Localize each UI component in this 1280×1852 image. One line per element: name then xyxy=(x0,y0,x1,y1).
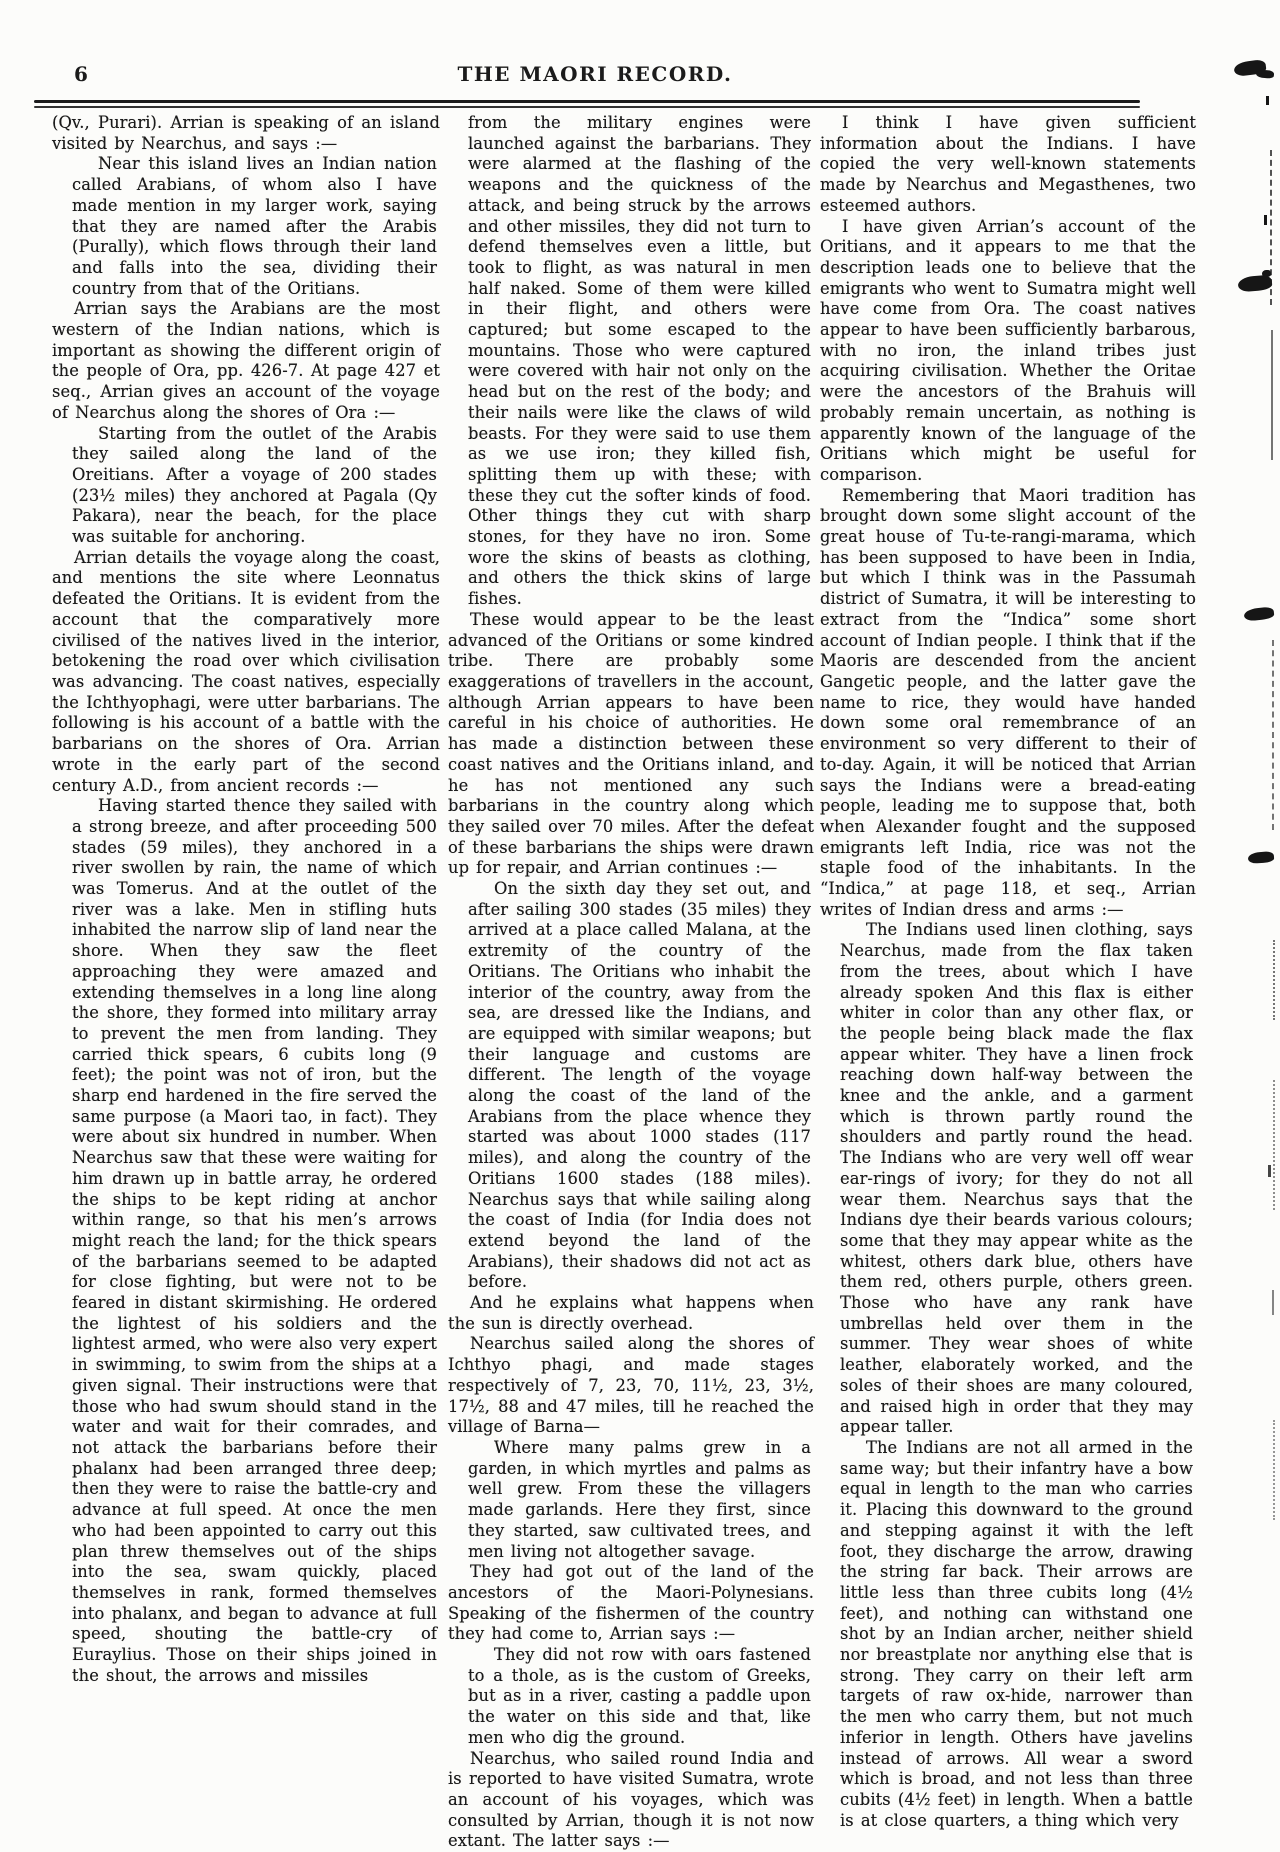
paragraph: They had got out of the land of the ancestors of the Maori-Polynesians. Speaking of the fishermen of the country they had come to, Arrian says :— xyxy=(448,1562,814,1644)
ink-tick xyxy=(1266,96,1269,105)
paragraph: These would appear to be the least advanced of the Oritians or some kindred tribe. There are probably some exaggerations of travellers in the account, although Arrian appears to have been careful in his choice of authorities. He has made a distinction between these coast natives and the Oritians inland, and he has not mentioned any such barbarians in the country along which they sailed over 70 miles. After the defeat of these barbarians the ships were drawn up for repair, and Arrian continues :— xyxy=(448,609,814,878)
binding-line xyxy=(1271,330,1275,460)
paragraph: Arrian says the Arabians are the most western of the Indian nations, which is important as showing the different origin of the people of Ora, pp. 426-7. At page 427 et seq., Arrian gives an account of the voyage of Nearchus along the shores of Ora :— xyxy=(52,299,440,422)
ink-smudge xyxy=(1237,275,1272,293)
page-title: THE MAORI RECORD. xyxy=(457,62,733,86)
paragraph: They did not row with oars fastened to a thole, as is the custom of Greeks, but as in a river, casting a paddle upon the water on this side and that, like men who dig the ground. xyxy=(468,1645,811,1747)
binding-line xyxy=(1273,940,1277,1020)
paragraph: The Indians are not all armed in the same way; but their infantry have a bow equal in length to the man who carries it. Placing this downward to the ground and stepping against it with the left foot, they discharge the arrow, drawing the string far back. Their arrows are little less than three cubits long (4½ feet), and nothing can withstand one shot by an Indian archer, neither shield nor breastplate nor anything else that is strong. They carry on their left arm targets of raw ox-hide, narrower than the men who carry them, but not much inferior in length. Others have javelins instead of arrows. All wear a sword which is broad, and not less than three cubits (4½ feet) in length. When a battle is at close quarters, a thing which very xyxy=(840,1438,1193,1830)
column-3 xyxy=(820,113,1196,1831)
paragraph: Nearchus, who sailed round India and is reported to have visited Sumatra, wrote an account of his voyages, which was consulted by Arrian, though it is not now extant. The latter says :— xyxy=(448,1748,814,1851)
paragraph: Having started thence they sailed with a strong breeze, and after proceeding 500 stades (59 miles), they anchored in a river swollen by rain, the name of which was Tomerus. And at the outlet of the river was a lake. Men in stifling huts inhabited the narrow slip of land near the shore. When they saw the fleet approaching they were amazed and extending themselves in a long line along the shore, they formed into military array to prevent the men from landing. They carried thick spears, 6 cubits long (9 feet); the point was not of iron, but the sharp end hardened in the fire served the same purpose (a Maori tao, in fact). They were about six hundred in number. When Nearchus saw that these were waiting for him drawn up in battle array, he ordered the ships to be kept riding at anchor within range, so that his men’s arrows might reach the land; for the thick spears of the barbarians seemed to be adapted for close fighting, but were not to be feared in distant skirmishing. He ordered the lightest of his soldiers and the lightest armed, who were also very expert in swimming, to swim from the ships at a given signal. Their instructions were that those who had swum should stand in the water and wait for their comrades, and not attack the barbarians before their phalanx had been arranged three deep; then they were to raise the battle-cry and advance at full speed. At once the men who had been appointed to carry out this plan threw themselves out of the ships into the sea, swam quickly, placed themselves in rank, formed themselves into phalanx, and began to advance at full speed, shouting the battle-cry of Euraylius. Those on their ships joined in the shout, the arrows and missiles xyxy=(72,796,437,1685)
paragraph: Arrian details the voyage along the coast, and mentions the site where Leonnatus defeated the Oritians. It is evident from the account that the comparatively more civilised of the natives lived in the interior, betokening the road over which civilisation was advancing. The coast natives, especially the Ichthyophagi, were utter barbarians. The following is his account of a battle with the barbarians on the shores of Ora. Arrian wrote in the early part of the second century A.D., from ancient records :— xyxy=(52,547,440,795)
page-header xyxy=(0,58,1280,92)
binding-line xyxy=(1273,1420,1277,1520)
paragraph: Nearchus sailed along the shores of Ichthyo phagi, and made stages respectively of 7, 23, 70, 11½, 23, 3½, 17½, 88 and 47 miles, till he reached the village of Barna— xyxy=(448,1334,814,1437)
paragraph: I have given Arrian’s account of the Oritians, and it appears to me that the description leads one to believe that the emigrants who went to Sumatra might well have come from Ora. The coast natives appear to have been sufficiently barbarous, with no iron, the inland tribes just acquiring civilisation. Whether the Oritae were the ancestors of the Brahuis will probably remain uncertain, as nothing is apparently known of the language of the Oritians which might be useful for comparison. xyxy=(820,216,1196,484)
column-2 xyxy=(448,113,814,1852)
ink-tick xyxy=(1268,1165,1271,1177)
paragraph: The Indians used linen clothing, says Nearchus, made from the flax taken from the trees, about which I have already spoken And this flax is either whiter in color than any other flax, or the people being black made the flax appear whiter. They have a linen frock reaching down half-way between the knee and the ankle, and a garment which is thrown partly round the shoulders and partly round the head. The Indians who are very well off wear ear-rings of ivory; for they do not all wear them. Nearchus says that the Indians dye their beards various colours; some that they may appear white as the whitest, others dark blue, others have them red, others purple, others green. Those who have any rank have umbrellas held over them in the summer. They wear shoes of white leather, elaborately worked, and the soles of their shoes are many coloured, and raised high in order that they may appear taller. xyxy=(840,920,1193,1437)
binding-line xyxy=(1272,640,1276,830)
ink-tick xyxy=(1264,215,1267,225)
paragraph: Remembering that Maori tradition has brought down some slight account of the great house of Tu-te-rangi-marama, which has been supposed to have been in India, but which I think was in the Passumah district of Sumatra, it will be interesting to extract from the “Indica” some short account of Indian people. I think that if the Maoris are descended from the ancient Gangetic people, and the latter gave the name to rice, they would have handed down some oral remembrance of an environment so very different to their of to-day. Again, it will be noticed that Arrian says the Indians were a bread-eating people, leading me to suppose that, both when Alexander fought and the supposed emigrants left India, rice was not the staple food of the inhabitants. In the “Indica,” at page 118, et seq., Arrian writes of Indian dress and arms :— xyxy=(820,485,1196,919)
binding-line xyxy=(1273,1080,1277,1210)
paragraph: Where many palms grew in a garden, in which myrtles and palms as well grew. From these the villagers made garlands. Here they first, since they started, saw cultivated trees, and men living not altogether savage. xyxy=(468,1438,811,1561)
paragraph: On the sixth day they set out, and after sailing 300 stades (35 miles) they arrived at a place called Malana, at the extremity of the country of the Oritians. The Oritians who inhabit the interior of the country, away from the sea, are dressed like the Indians, and are equipped with similar weapons; but their language and customs are different. The length of the voyage along the coast of the land of the Arabians from the place whence they started was about 1000 stades (117 miles), and along the country of the Oritians 1600 stades (188 miles). Nearchus says that while sailing along the coast of India (for India does not extend beyond the land of the Arabians), their shadows did not act as before. xyxy=(468,879,811,1292)
binding-line xyxy=(1272,1290,1276,1315)
paragraph: from the military engines were launched against the barbarians. They were alarmed at the flashing of the weapons and the quickness of the attack, and being struck by the arrows and other missiles, they did not turn to defend themselves even a little, but took to flight, as was natural in men half naked. Some of them were killed in their flight, and others were captured; but some escaped to the mountains. Those who were captured were covered with hair not only on the head but on the rest of the body; and their nails were like the claws of wild beasts. For they were said to use them as we use iron; they killed fish, splitting them up with these; with these they cut the softer kinds of food. Other things they cut with sharp stones, for they have no iron. Some wore the skins of beasts as clothing, and others the thick skins of large fishes. xyxy=(468,113,811,609)
column-1 xyxy=(52,113,440,1686)
header-rule xyxy=(34,100,1140,108)
binding-line xyxy=(1270,150,1274,305)
page-number: 6 xyxy=(74,62,88,86)
paragraph: Near this island lives an Indian nation called Arabians, of whom also I have made mention in my larger work, saying that they are named after the Arabis (Purally), which flows through their land and falls into the sea, dividing their country from that of the Oritians. xyxy=(72,154,437,298)
ink-smudge xyxy=(1248,851,1275,864)
ink-smudge xyxy=(1243,606,1274,621)
paragraph: And he explains what happens when the sun is directly overhead. xyxy=(448,1293,814,1333)
paragraph: I think I have given sufficient information about the Indians. I have copied the very well-known statements made by Nearchus and Megasthenes, two esteemed authors. xyxy=(820,113,1196,215)
paragraph: (Qv., Purari). Arrian is speaking of an island visited by Nearchus, and says :— xyxy=(52,113,440,153)
paragraph: Starting from the outlet of the Arabis they sailed along the land of the Oreitians. After a voyage of 200 stades (23½ miles) they anchored at Pagala (Qy Pakara), near the beach, for the place was suitable for anchoring. xyxy=(72,423,437,547)
